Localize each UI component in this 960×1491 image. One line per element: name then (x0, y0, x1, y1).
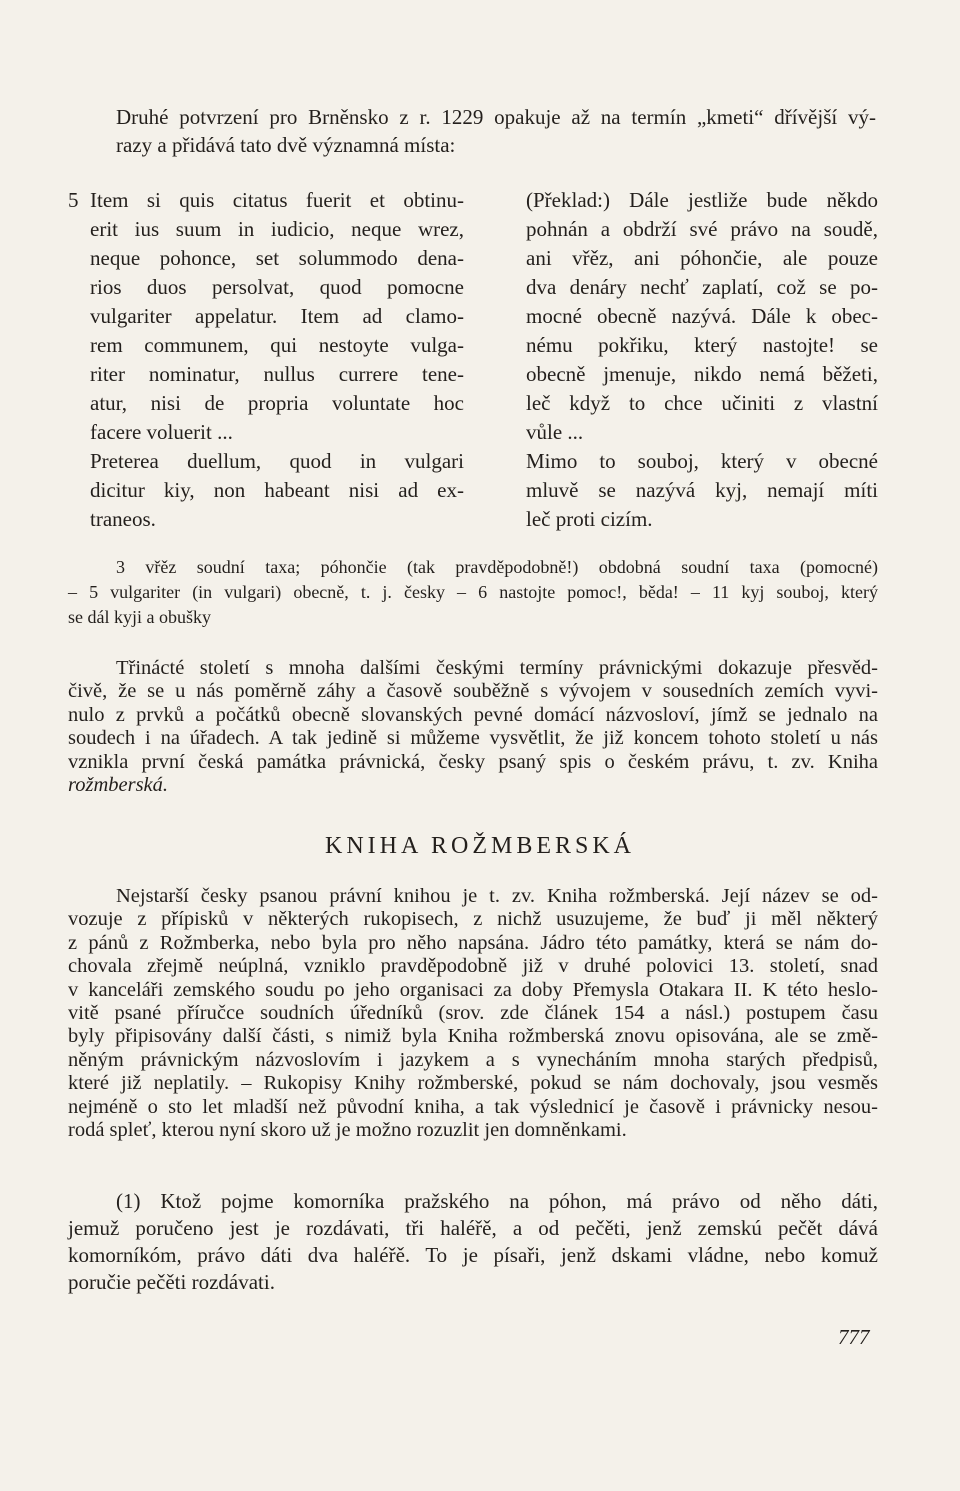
page-number: 777 (838, 1325, 870, 1349)
czech-line: mluvě se nazývá kyj, nemají míti (526, 478, 878, 502)
intro-paragraph (116, 103, 876, 159)
para-line: čivě, že se u nás poměrně záhy a časově souběžně s vývojem v sousedních zemích vyvi- (68, 680, 878, 703)
para-line: vozuje z přípisků v některých rukopisech, z nichž usuzujeme, že buď ji měl některý (68, 908, 878, 931)
para-line: komorníkóm, právo dáti dva haléřě. To je písaři, jenž dskami vládne, nebo komuž (68, 1243, 878, 1267)
czech-line: pohnán a obdrží své právo na soudě, (526, 217, 878, 241)
para-line: které již neplatily. – Rukopisy Knihy rožmberské, pokud se nám dochovaly, jsou vesměs (68, 1072, 878, 1095)
paragraph-13th-century (68, 657, 878, 797)
czech-line: mocné obecně nazývá. Dále k obec- (526, 304, 878, 328)
czech-line: vůle ... (526, 420, 584, 444)
para-line: vznikla první česká památka právnická, česky psaný spis o českém právu, t. zv. Kniha (68, 750, 878, 773)
czech-line: Mimo to souboj, který v obecné (526, 449, 878, 473)
latin-line: riter nominatur, nullus currere tene- (90, 362, 464, 386)
latin-column (68, 186, 464, 534)
para-line: něným právnickým názvoslovím i jazykem a s vynecháním mnoha starých předpisů, (68, 1048, 878, 1071)
latin-line: dicitur kiy, non habeant nisi ad ex- (90, 478, 464, 502)
section-heading: KNIHA ROŽMBERSKÁ (324, 833, 636, 859)
para-line: byly připisovány další části, s nimiž byla Kniha rožmberská znovu opisována, ale se změ- (68, 1025, 878, 1048)
latin-lines (68, 186, 464, 215)
note-line: – 5 vulgariter (in vulgari) obecně, t. j. česky – 6 nastojte pomoc!, běda! – 11 kyj souboj, který (68, 582, 878, 602)
para-line: nulo z prvků a počátků obecně slovanských pevné domácí názvosloví, jímž se jednalo na (68, 703, 878, 726)
para-line: Nejstarší česky psanou právní knihou je t. zv. Kniha rožmberská. Její název se od- (116, 885, 878, 907)
czech-line: dva denáry nechť zaplatí, což se po- (526, 275, 878, 299)
para-line: poručie pečěti rozdávati. (68, 1270, 275, 1294)
para-line: vitě psané příručce soudních úředníků (srov. zde článek 154 a násl.) postupem času (68, 1002, 878, 1025)
para-line: chovala zřejmě neúplná, vzniklo pravděpodobně již v druhé polovici 13. století, snad (68, 955, 878, 978)
latin-line: atur, nisi de propria voluntate hoc (90, 391, 464, 415)
para-line: z pánů z Rožmberka, nebo byla pro něho napsána. Jádro této památky, která se nám do- (68, 931, 878, 954)
czech-translation-column (526, 186, 878, 534)
line-number: 5 (68, 188, 79, 212)
czech-line: ani vřěz, ani póhončie, ale pouze (526, 246, 878, 270)
note-line: se dál kyji a obušky (68, 607, 211, 627)
czech-line: leč proti cizím. (526, 507, 653, 531)
czech-line: obecně jmenuje, nikdo nemá běžeti, (526, 362, 878, 386)
para-line: jemuž poručeno jest je rozdávati, tři haléřě, a od pečěti, jenž zemskú pečět dává (68, 1216, 878, 1240)
para-line: Třinácté století s mnoha dalšími českými termíny právnickými dokazuje přesvěd- (116, 657, 878, 679)
footnotes (68, 555, 878, 630)
latin-line: facere voluerit ... (90, 420, 233, 444)
latin-line: Item si quis citatus fuerit et obtinu- (90, 188, 464, 212)
para-line: v kanceláři zemského soudu po jeho organisaci za doby Přemysla Otakara II. K této heslo- (68, 978, 878, 1001)
czech-line: nému pokřiku, který nastojte! se (526, 333, 878, 357)
text-line: razy a přidává tato dvě významná místa: (116, 133, 456, 157)
para-line: (1) Ktož pojme komorníka pražského na póhon, má právo od něho dáti, (116, 1189, 878, 1213)
latin-line: rios duos persolvat, quod pomocne (90, 275, 464, 299)
latin-line: neque pohonce, set solummodo dena- (90, 246, 464, 270)
latin-line: vulgariter appelatur. Item ad clamo- (90, 304, 464, 328)
latin-line: traneos. (90, 507, 156, 531)
latin-line: rem communem, qui nestoyte vulga- (90, 333, 464, 357)
para-line: rožmberská. (68, 774, 169, 797)
note-line: 3 vřěz soudní taxa; póhončie (tak pravděpodobně!) obdobná soudní taxa (pomocné) (116, 557, 878, 577)
czech-line: (Překlad:) Dále jestliže bude někdo (526, 188, 878, 212)
text-line: Druhé potvrzení pro Brněnsko z r. 1229 opakuje až na termín „kmeti“ dřívější vý- (116, 105, 876, 129)
para-line: soudech i na úřadech. A tak jedině si můžeme vysvětlit, že již koncem tohoto století u nás (68, 727, 878, 750)
czech-line: leč když to chce učiniti z vlastní (526, 391, 878, 415)
paragraph-kniha-rozmberska (68, 885, 878, 1142)
paragraph-article-1 (68, 1188, 878, 1296)
latin-line: erit ius suum in iudicio, neque wrez, (90, 217, 464, 241)
latin-line: Preterea duellum, quod in vulgari (90, 449, 464, 473)
para-line: rodá spleť, kterou nyní skoro už je možno rozuzlit jen domněnkami. (68, 1119, 627, 1142)
para-line: nejméně o sto let mladší než původní kniha, a tak výslednicí je časově i právnicky nesou- (68, 1095, 878, 1118)
